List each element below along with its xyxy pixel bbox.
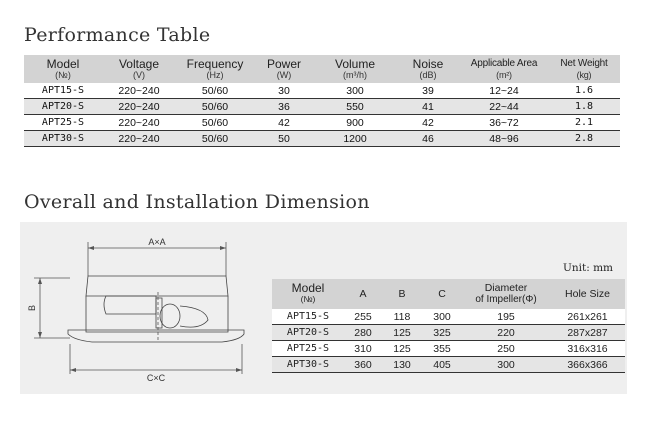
dcell-hole-size: 287x287 [550, 325, 625, 341]
dcell-hole-size: 316x316 [550, 341, 625, 357]
cell-weight: 2.1 [548, 115, 620, 131]
cell-weight: 2.8 [548, 131, 620, 147]
dcol-a: A [344, 279, 382, 309]
cell-voltage: 220~240 [102, 83, 176, 99]
dcell-hole-size: 366x366 [550, 357, 625, 373]
col-noise [396, 55, 460, 83]
dcell-b: 118 [382, 309, 422, 325]
cell-frequency: 50/60 [176, 115, 254, 131]
dim-b-label: B [27, 304, 37, 312]
dimension-table [272, 279, 625, 373]
cell-area: 12~24 [460, 83, 548, 99]
cell-volume: 1200 [314, 131, 396, 147]
cell-area: 22~44 [460, 99, 548, 115]
cell-weight: 1.8 [548, 99, 620, 115]
dcell-a: 280 [344, 325, 382, 341]
table-row [272, 357, 625, 373]
cell-noise: 41 [396, 99, 460, 115]
cell-power: 30 [254, 83, 314, 99]
impeller-blade [180, 306, 208, 327]
cell-volume: 300 [314, 83, 396, 99]
table-row [24, 131, 620, 147]
dcol-c: C [422, 279, 462, 309]
col-net-weight [548, 55, 620, 83]
dcol-model [272, 279, 344, 309]
performance-header-row [24, 55, 620, 83]
dcell-model: APT20-S [272, 325, 344, 341]
dcell-a: 255 [344, 309, 382, 325]
dcell-model: APT15-S [272, 309, 344, 325]
cell-frequency: 50/60 [176, 131, 254, 147]
col-power-label: Power [266, 57, 301, 71]
cell-area: 36~72 [460, 115, 548, 131]
col-voltage-label: Voltage [118, 57, 160, 71]
dcol-model-unit: (№) [300, 294, 316, 304]
col-power-unit: (W) [276, 70, 292, 80]
dcell-a: 360 [344, 357, 382, 373]
dim-b-arrow-top [38, 278, 42, 284]
cell-volume: 550 [314, 99, 396, 115]
dcol-model-label: Model [291, 281, 325, 295]
table-row [24, 115, 620, 131]
col-frequency-label: Frequency [186, 57, 244, 71]
cell-voltage: 220~240 [102, 99, 176, 115]
dimension-title: Overall and Installation Dimension [24, 191, 370, 213]
dcell-c: 405 [422, 357, 462, 373]
motor-shaft [156, 298, 162, 328]
cell-frequency: 50/60 [176, 99, 254, 115]
cell-noise: 39 [396, 83, 460, 99]
dcell-diameter: 220 [462, 325, 550, 341]
col-volume-unit: (m³/h) [343, 70, 367, 80]
impeller-hub [160, 304, 180, 328]
col-voltage [102, 55, 176, 83]
col-model-unit: (№) [55, 70, 71, 80]
dcell-a: 310 [344, 341, 382, 357]
fan-dimension-drawing [27, 236, 266, 384]
dcell-b: 125 [382, 341, 422, 357]
col-model-label: Model [46, 57, 80, 71]
col-frequency [176, 55, 254, 83]
dcell-b: 125 [382, 325, 422, 341]
col-area-unit: (m²) [496, 70, 512, 80]
dcol-diameter [462, 279, 550, 309]
dcell-diameter: 195 [462, 309, 550, 325]
cell-weight: 1.6 [548, 83, 620, 99]
dim-b-arrow-bottom [38, 332, 42, 338]
dim-a-arrow-right [220, 246, 226, 250]
dcell-c: 355 [422, 341, 462, 357]
dcol-diameter-unit: of Impeller(Φ) [475, 294, 537, 305]
col-voltage-unit: (V) [133, 70, 145, 80]
cell-power: 42 [254, 115, 314, 131]
col-volume-label: Volume [334, 57, 376, 71]
dcell-c: 325 [422, 325, 462, 341]
col-applicable-area [460, 55, 548, 83]
table-row [24, 83, 620, 99]
col-weight-label: Net Weight [560, 58, 608, 69]
dim-c-label: C×C [146, 373, 166, 383]
dcol-hole-size: Hole Size [550, 279, 625, 309]
dimension-header-row [272, 279, 625, 309]
cell-model: APT30-S [24, 131, 102, 147]
col-weight-unit: (kg) [576, 70, 592, 80]
housing-top [86, 276, 228, 296]
dim-c-arrow-right [236, 368, 242, 372]
cell-voltage: 220~240 [102, 115, 176, 131]
dcell-model: APT30-S [272, 357, 344, 373]
dcell-model: APT25-S [272, 341, 344, 357]
col-noise-unit: (dB) [419, 70, 437, 80]
col-noise-label: Noise [412, 57, 444, 71]
cell-model: APT25-S [24, 115, 102, 131]
col-model [24, 55, 102, 83]
cell-volume: 900 [314, 115, 396, 131]
col-area-label: Applicable Area [470, 58, 538, 69]
cell-power: 50 [254, 131, 314, 147]
cell-area: 48~96 [460, 131, 548, 147]
dim-a-label: A×A [148, 237, 166, 247]
cell-noise: 42 [396, 115, 460, 131]
table-row [24, 99, 620, 115]
table-row [272, 341, 625, 357]
cell-model: APT15-S [24, 83, 102, 99]
cell-power: 36 [254, 99, 314, 115]
dim-c-arrow-left [70, 368, 76, 372]
cell-frequency: 50/60 [176, 83, 254, 99]
table-row [272, 309, 625, 325]
dcell-c: 300 [422, 309, 462, 325]
col-power [254, 55, 314, 83]
dcell-b: 130 [382, 357, 422, 373]
cell-noise: 46 [396, 131, 460, 147]
cell-voltage: 220~240 [102, 131, 176, 147]
dcol-diameter-label: Diameter [484, 282, 528, 294]
col-volume [314, 55, 396, 83]
dcol-b: B [382, 279, 422, 309]
dcell-hole-size: 261x261 [550, 309, 625, 325]
motor-housing [104, 296, 156, 314]
performance-table [24, 55, 620, 147]
col-frequency-unit: (Hz) [206, 70, 224, 80]
dcell-diameter: 300 [462, 357, 550, 373]
table-row [272, 325, 625, 341]
performance-title: Performance Table [24, 24, 211, 46]
cell-model: APT20-S [24, 99, 102, 115]
dim-a-arrow-left [88, 246, 94, 250]
unit-label: Unit: mm [563, 262, 613, 274]
dcell-diameter: 250 [462, 341, 550, 357]
